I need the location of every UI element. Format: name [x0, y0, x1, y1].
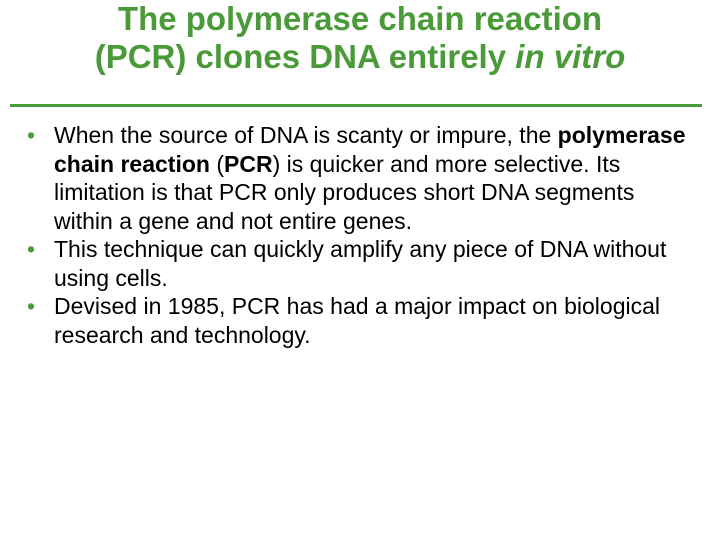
slide-title [20, 0, 700, 76]
bullet-1-bold-acronym: PCR [224, 150, 273, 177]
bullet-icon: • [27, 293, 36, 319]
bullet-1-text-after: ) is quicker and more selective. Its limitation is that PCR only produces short DNA segments within a gene and not entire genes. [54, 150, 635, 234]
title-line-2 [20, 38, 700, 76]
bullet-item-2 [27, 235, 697, 292]
bullet-item-1 [27, 121, 697, 235]
bullet-2-text: This technique can quickly amplify any piece of DNA without using cells. [54, 236, 667, 291]
bullet-3-text: Devised in 1985, PCR has had a major impact on biological research and technology. [54, 293, 660, 348]
title-divider [10, 104, 702, 107]
title-line-2-text: (PCR) clones DNA entirely [94, 38, 516, 75]
title-italic-text: in vitro [515, 38, 626, 75]
title-line-1: The polymerase chain reaction [117, 0, 603, 37]
bullet-1-bold-term: polymerase chain reaction [54, 122, 686, 177]
bullet-list [27, 121, 697, 349]
bullet-item-3 [27, 292, 697, 349]
bullet-icon: • [27, 236, 36, 262]
bullet-1-text-mid: ( [209, 150, 224, 177]
bullet-icon: • [27, 122, 36, 148]
bullet-1-text-before: When the source of DNA is scanty or impure, the [54, 122, 558, 148]
